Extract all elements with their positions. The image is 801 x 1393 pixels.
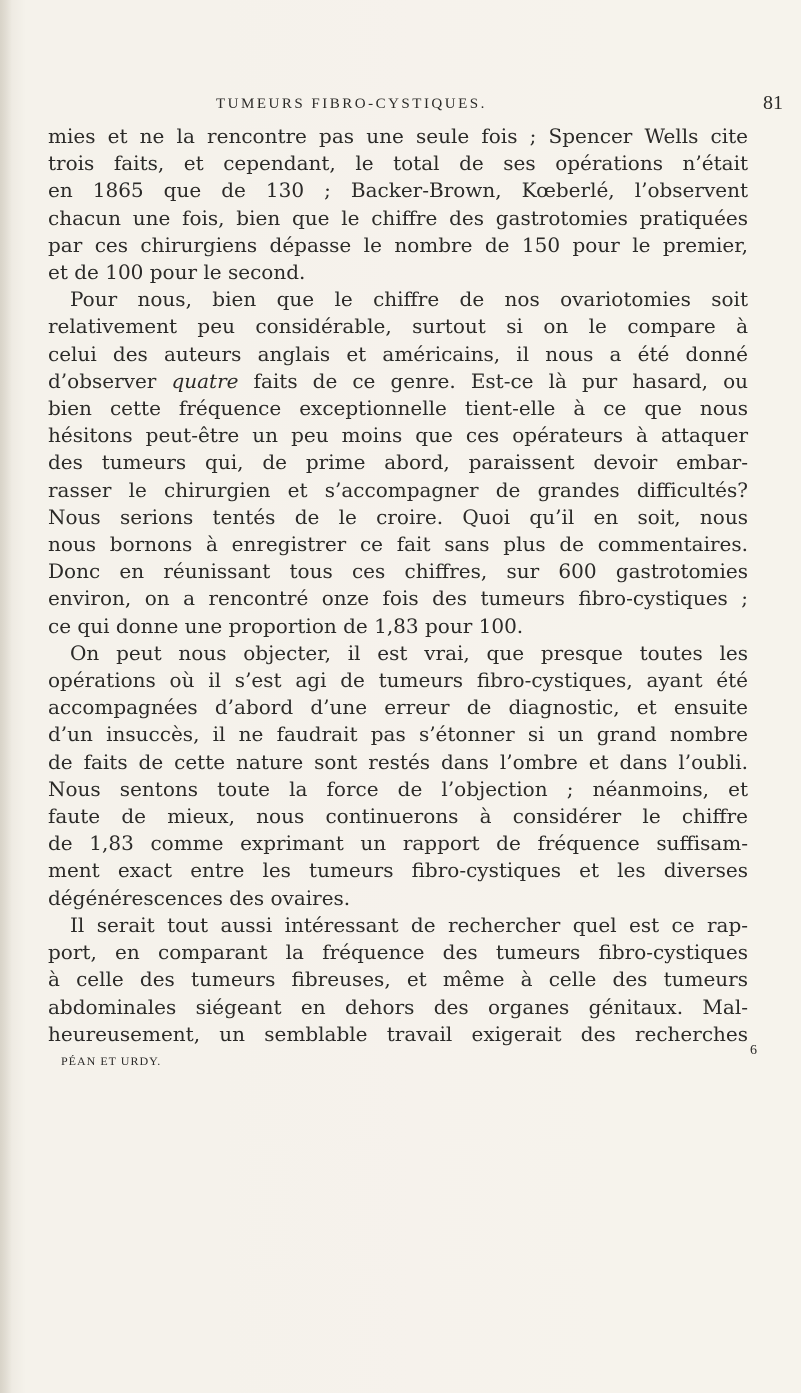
text-line: On peut nous objecter, il est vrai, que presque toutes les bbox=[70, 640, 748, 665]
text-line: trois faits, et cependant, le total de ses opérations n’était bbox=[48, 151, 748, 176]
text-line: de 1,83 comme exprimant un rapport de fréquence suffisam- bbox=[48, 831, 748, 856]
text-line: environ, on a rencontré onze fois des tumeurs fibro-cystiques ; bbox=[48, 586, 748, 611]
italic-word: quatre bbox=[171, 368, 239, 393]
text-line: Pour nous, bien que le chiffre de nos ovariotomies soit bbox=[70, 287, 748, 312]
running-head: TUMEURS FIBRO-CYSTIQUES. bbox=[216, 96, 487, 112]
text-line: hésitons peut-être un peu moins que ces opérateurs à attaquer bbox=[48, 423, 748, 448]
text-line: heureusement, un semblable travail exigerait des recherches bbox=[48, 1021, 748, 1046]
text-line: abdominales siégeant en dehors des organes génitaux. Mal- bbox=[48, 994, 748, 1019]
text-line: d’un insuccès, il ne faudrait pas s’étonner si un grand nombre bbox=[48, 722, 748, 747]
text-line: par ces chirurgiens dépasse le nombre de 150 pour le premier, bbox=[48, 232, 748, 257]
binding-shadow bbox=[0, 0, 12, 1393]
body-text bbox=[48, 123, 748, 1048]
text-line: dégénérescences des ovaires. bbox=[48, 885, 351, 910]
text-line: ment exact entre les tumeurs fibro-cystiques et les diverses bbox=[48, 858, 748, 883]
text-line: port, en comparant la fréquence des tumeurs fibro-cystiques bbox=[48, 940, 748, 965]
text-line: Donc en réunissant tous ces chiffres, sur 600 gastrotomies bbox=[48, 559, 748, 584]
text-line: chacun une fois, bien que le chiffre des gastrotomies pratiquées bbox=[48, 205, 748, 230]
signature-mark: PÉAN ET URDY. bbox=[61, 1054, 162, 1068]
text-line: bien cette fréquence exceptionnelle tient-elle à ce que nous bbox=[48, 396, 748, 421]
text-line: mies et ne la rencontre pas une seule fois ; Spencer Wells cite bbox=[48, 124, 748, 148]
text-line: faute de mieux, nous continuerons à considérer le chiffre bbox=[48, 804, 748, 829]
text-line: en 1865 que de 130 ; Backer-Brown, Kœberlé, l’observent bbox=[48, 178, 748, 203]
text-segment: faits de ce genre. Est-ce là pur hasard, ou bbox=[238, 368, 748, 393]
text-line: de faits de cette nature sont restés dans l’ombre et dans l’oubli. bbox=[48, 749, 748, 774]
text-line: Nous serions tentés de le croire. Quoi qu’il en soit, nous bbox=[48, 504, 748, 529]
text-line: relativement peu considérable, surtout si on le compare à bbox=[48, 314, 748, 339]
text-line: rasser le chirurgien et s’accompagner de grandes difficultés? bbox=[48, 477, 748, 502]
text-line: à celle des tumeurs fibreuses, et même à celle des tumeurs bbox=[48, 967, 748, 992]
text-line: Il serait tout aussi intéressant de rechercher quel est ce rap- bbox=[70, 912, 748, 937]
sheet-number: 6 bbox=[750, 1043, 757, 1058]
text-line: accompagnées d’abord d’une erreur de diagnostic, et ensuite bbox=[48, 695, 748, 720]
text-line: et de 100 pour le second. bbox=[48, 260, 306, 285]
text-line: Nous sentons toute la force de l’objection ; néanmoins, et bbox=[48, 776, 748, 801]
text-line: celui des auteurs anglais et américains, il nous a été donné bbox=[48, 341, 748, 366]
text-line: nous bornons à enregistrer ce fait sans plus de commentaires. bbox=[48, 532, 748, 557]
page-number: 81 bbox=[763, 92, 783, 114]
text-line: opérations où il s’est agi de tumeurs fibro-cystiques, ayant été bbox=[48, 668, 748, 693]
text-line-with-italic bbox=[48, 368, 748, 395]
text-line: ce qui donne une proportion de 1,83 pour 100. bbox=[48, 613, 524, 638]
text-line: des tumeurs qui, de prime abord, paraissent devoir embar- bbox=[48, 450, 748, 475]
text-segment: d’observer bbox=[48, 368, 172, 393]
